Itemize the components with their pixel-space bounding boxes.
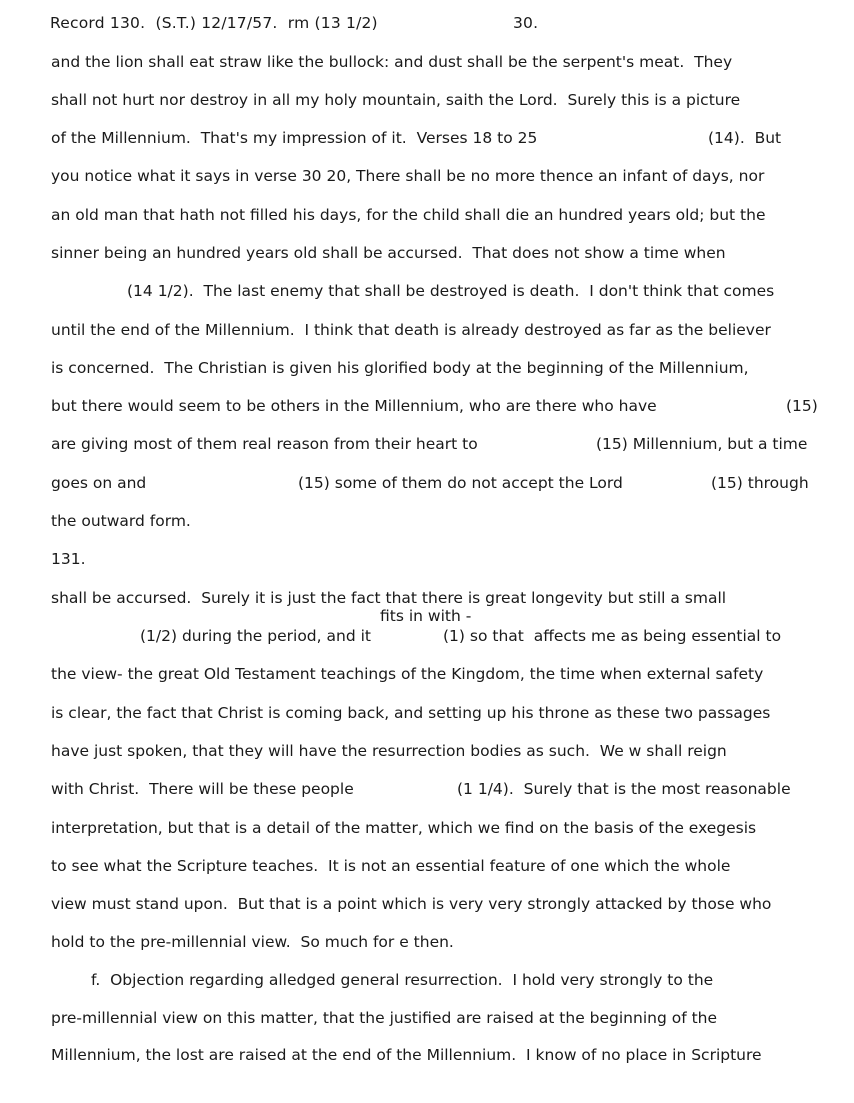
text-line: shall not hurt nor destroy in all my holy mountain, saith the Lord. Surely this is a picture — [51, 91, 741, 109]
text-line: hold to the pre-millennial view. So much for e then. — [51, 933, 454, 951]
text-line: (14). But — [708, 129, 782, 147]
text-line: is concerned. The Christian is given his glorified body at the beginning of the Millennium, — [51, 359, 749, 377]
record-header: Record 130. (S.T.) 12/17/57. rm (13 1/2) — [50, 14, 378, 32]
text-line: to see what the Scripture teaches. It is not an essential feature of one which the whole — [51, 857, 731, 875]
text-line: view must stand upon. But that is a point which is very very strongly attacked by those who — [51, 895, 772, 913]
text-line: sinner being an hundred years old shall be accursed. That does not show a time when — [51, 244, 726, 262]
text-line: the view- the great Old Testament teachings of the Kingdom, the time when external safety — [51, 665, 764, 683]
page-number: 30. — [513, 14, 539, 32]
text-line: with Christ. There will be these people — [51, 780, 354, 798]
text-line: until the end of the Millennium. I think that death is already destroyed as far as the believer — [51, 321, 771, 339]
text-line: the outward form. — [51, 512, 191, 530]
text-line: interpretation, but that is a detail of the matter, which we find on the basis of the exegesis — [51, 819, 757, 837]
text-line: and the lion shall eat straw like the bullock: and dust shall be the serpent's meat. They — [51, 53, 733, 71]
text-line: (15) Millennium, but a time — [596, 435, 808, 453]
text-line: goes on and — [51, 474, 147, 492]
text-line: of the Millennium. That's my impression of it. Verses 18 to 25 — [51, 129, 538, 147]
text-line: (1 1/4). Surely that is the most reasonable — [457, 780, 791, 798]
text-line: (15) through — [711, 474, 809, 492]
text-line: are giving most of them real reason from their heart to — [51, 435, 478, 453]
text-line: f. Objection regarding alledged general resurrection. I hold very strongly to the — [91, 971, 714, 989]
text-line: 131. — [51, 550, 86, 568]
text-line: (15) some of them do not accept the Lord — [298, 474, 623, 492]
text-line: pre-millennial view on this matter, that the justified are raised at the beginning of the — [51, 1009, 718, 1027]
text-line: (15) — [786, 397, 818, 415]
text-line: shall be accursed. Surely it is just the fact that there is great longevity but still a small — [51, 589, 727, 607]
text-line: (1) so that affects me as being essential to — [443, 627, 782, 645]
text-line: fits in with - — [380, 607, 472, 625]
text-line: have just spoken, that they will have the resurrection bodies as such. We w shall reign — [51, 742, 727, 760]
text-line: you notice what it says in verse 30 20, There shall be no more thence an infant of days, nor — [51, 167, 765, 185]
text-line: (1/2) during the period, and it — [140, 627, 371, 645]
text-line: (14 1/2). The last enemy that shall be destroyed is death. I don't think that comes — [127, 282, 775, 300]
text-line: but there would seem to be others in the Millennium, who are there who have — [51, 397, 657, 415]
text-line: an old man that hath not filled his days, for the child shall die an hundred years old; but the — [51, 206, 766, 224]
text-line: is clear, the fact that Christ is coming back, and setting up his throne as these two passages — [51, 704, 771, 722]
text-line: Millennium, the lost are raised at the end of the Millennium. I know of no place in Scripture — [51, 1046, 762, 1064]
